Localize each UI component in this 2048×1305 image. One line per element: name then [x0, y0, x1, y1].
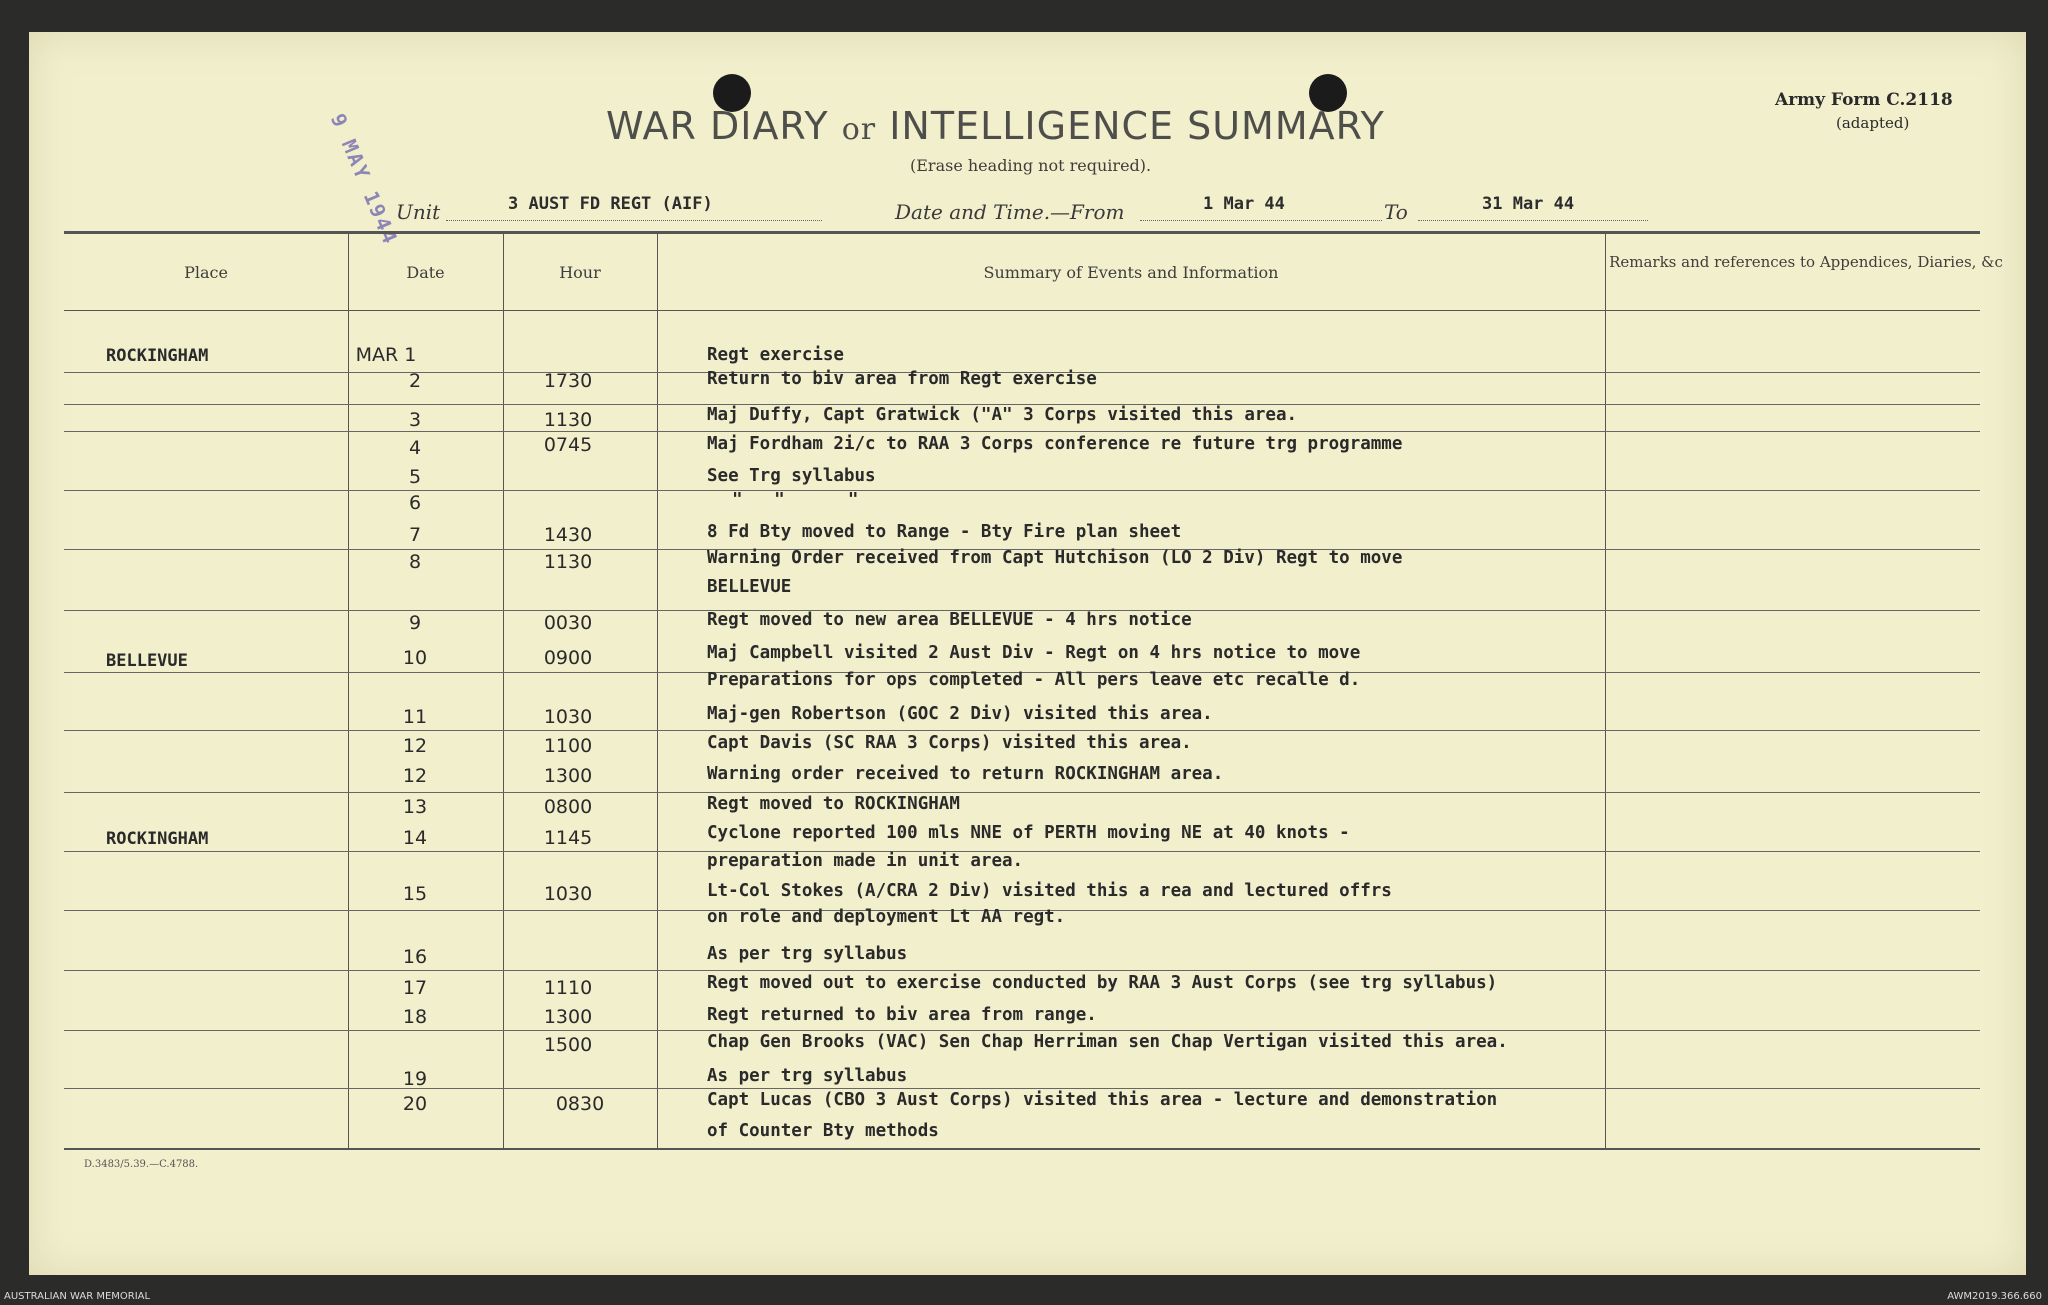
summary-cell: Maj Duffy, Capt Gratwick ("A" 3 Corps visited this area.	[707, 405, 1298, 425]
col-divider-place-date	[348, 232, 349, 1150]
title-war-diary: WAR DIARY	[606, 104, 829, 148]
place-cell: ROCKINGHAM	[106, 346, 209, 366]
row-rule	[64, 1030, 1980, 1031]
date-cell: 15	[402, 883, 428, 905]
summary-cell: See Trg syllabus	[707, 466, 876, 486]
date-cell: MAR 1	[355, 344, 417, 366]
hour-cell: 0830	[555, 1093, 605, 1115]
summary-cell: preparation made in unit area.	[707, 851, 1024, 871]
row-rule	[64, 1088, 1980, 1089]
title-or: or	[841, 112, 877, 147]
summary-cell: Regt moved out to exercise conducted by RAA 3 Aust Corps (see trg syllabus)	[707, 973, 1498, 993]
summary-cell: Return to biv area from Regt exercise	[707, 369, 1097, 389]
from-dotted-line	[1140, 220, 1382, 221]
date-cell: 3	[408, 409, 422, 431]
hour-cell: 0030	[543, 612, 593, 634]
summary-cell: Maj-gen Robertson (GOC 2 Div) visited this area.	[707, 704, 1213, 724]
date-stamp: 9 MAY 1944	[325, 110, 403, 249]
summary-cell: Capt Davis (SC RAA 3 Corps) visited this area.	[707, 733, 1192, 753]
hour-cell: 1730	[543, 370, 593, 392]
place-cell: ROCKINGHAM	[106, 829, 209, 849]
hour-cell: 1130	[543, 409, 593, 431]
date-cell: 8	[408, 551, 422, 573]
summary-cell: As per trg syllabus	[707, 1066, 908, 1086]
date-cell: 6	[408, 492, 422, 514]
col-divider-date-hour	[503, 232, 504, 1150]
summary-cell: " " "	[732, 490, 859, 510]
archive-reference: AWM2019.366.660	[1947, 1291, 2042, 1302]
print-code: D.3483/5.39.—C.4788.	[84, 1159, 199, 1170]
summary-cell: Regt moved to ROCKINGHAM	[707, 794, 960, 814]
table-top-border	[64, 231, 1980, 234]
header-date: Date	[406, 263, 445, 282]
to-label: To	[1384, 200, 1408, 224]
date-cell: 9	[408, 612, 422, 634]
header-summary: Summary of Events and Information	[983, 263, 1279, 282]
date-cell: 19	[402, 1068, 428, 1090]
header-place: Place	[184, 263, 228, 282]
unit-dotted-line	[446, 220, 822, 221]
row-rule	[64, 970, 1980, 971]
hour-cell: 0745	[543, 434, 593, 456]
hour-cell: 1300	[543, 765, 593, 787]
archive-credit: AUSTRALIAN WAR MEMORIAL	[4, 1291, 151, 1302]
summary-cell: Warning order received to return ROCKINGHAM area.	[707, 764, 1224, 784]
title-intelligence-summary: INTELLIGENCE SUMMARY	[889, 104, 1385, 148]
summary-cell: Maj Fordham 2i/c to RAA 3 Corps conference re future trg programme	[707, 434, 1403, 454]
from-value: 1 Mar 44	[1203, 194, 1285, 214]
to-value: 31 Mar 44	[1482, 194, 1575, 214]
summary-cell: As per trg syllabus	[707, 944, 908, 964]
date-cell: 10	[402, 647, 428, 669]
date-cell: 12	[402, 735, 428, 757]
date-cell: 5	[408, 466, 422, 488]
summary-cell: Lt-Col Stokes (A/CRA 2 Div) visited this a rea and lectured offrs	[707, 881, 1392, 901]
adapted-label: (adapted)	[1836, 114, 1910, 132]
summary-cell: Preparations for ops completed - All pers leave etc recalle d.	[707, 670, 1361, 690]
summary-cell: Warning Order received from Capt Hutchison (LO 2 Div) Regt to move	[707, 548, 1403, 568]
date-cell: 16	[402, 946, 428, 968]
col-divider-hour-summary	[657, 232, 658, 1150]
hour-cell: 1500	[543, 1034, 593, 1056]
hour-cell: 1430	[543, 524, 593, 546]
date-cell: 11	[402, 706, 428, 728]
date-cell: 13	[402, 796, 428, 818]
date-cell: 2	[408, 370, 422, 392]
header-bottom-border	[64, 310, 1980, 311]
hour-cell: 1100	[543, 735, 593, 757]
hour-cell: 1145	[543, 827, 593, 849]
row-rule	[64, 792, 1980, 793]
summary-cell: Regt returned to biv area from range.	[707, 1005, 1097, 1025]
hour-cell: 1030	[543, 883, 593, 905]
hour-cell: 1030	[543, 706, 593, 728]
to-dotted-line	[1418, 220, 1648, 221]
subtitle: (Erase heading not required).	[910, 156, 1152, 175]
summary-cell: Chap Gen Brooks (VAC) Sen Chap Herriman sen Chap Vertigan visited this area.	[707, 1032, 1508, 1052]
place-cell: BELLEVUE	[106, 651, 188, 671]
hour-cell: 0900	[543, 647, 593, 669]
summary-cell: Maj Campbell visited 2 Aust Div - Regt on 4 hrs notice to move	[707, 643, 1361, 663]
document-title	[606, 104, 1385, 148]
unit-label: Unit	[396, 200, 441, 224]
summary-cell: Regt moved to new area BELLEVUE - 4 hrs notice	[707, 610, 1192, 630]
date-cell: 7	[408, 524, 422, 546]
table-bottom-border	[64, 1148, 1980, 1150]
unit-value: 3 AUST FD REGT (AIF)	[508, 194, 713, 214]
hour-cell: 1110	[543, 977, 593, 999]
row-rule	[64, 431, 1980, 432]
summary-cell: Cyclone reported 100 mls NNE of PERTH moving NE at 40 knots -	[707, 823, 1350, 843]
header-hour: Hour	[559, 263, 601, 282]
hour-cell: 1130	[543, 551, 593, 573]
date-cell: 4	[408, 437, 422, 459]
summary-cell: 8 Fd Bty moved to Range - Bty Fire plan sheet	[707, 522, 1182, 542]
col-divider-summary-remarks	[1605, 232, 1606, 1150]
army-form-label: Army Form C.2118	[1775, 90, 1953, 110]
summary-cell: BELLEVUE	[707, 577, 792, 597]
date-cell: 12	[402, 765, 428, 787]
summary-cell: on role and deployment Lt AA regt.	[707, 907, 1066, 927]
header-remarks: Remarks and references to Appendices, Diaries, &c	[1609, 253, 2003, 271]
date-cell: 17	[402, 977, 428, 999]
date-cell: 18	[402, 1006, 428, 1028]
date-time-label: Date and Time.—From	[895, 200, 1125, 224]
date-cell: 14	[402, 827, 428, 849]
summary-cell: of Counter Bty methods	[707, 1121, 939, 1141]
summary-cell: Capt Lucas (CBO 3 Aust Corps) visited this area - lecture and demonstration	[707, 1090, 1498, 1110]
hour-cell: 1300	[543, 1006, 593, 1028]
row-rule	[64, 730, 1980, 731]
date-cell: 20	[402, 1093, 428, 1115]
hour-cell: 0800	[543, 796, 593, 818]
summary-cell: Regt exercise	[707, 345, 844, 365]
row-rule	[64, 490, 1980, 491]
